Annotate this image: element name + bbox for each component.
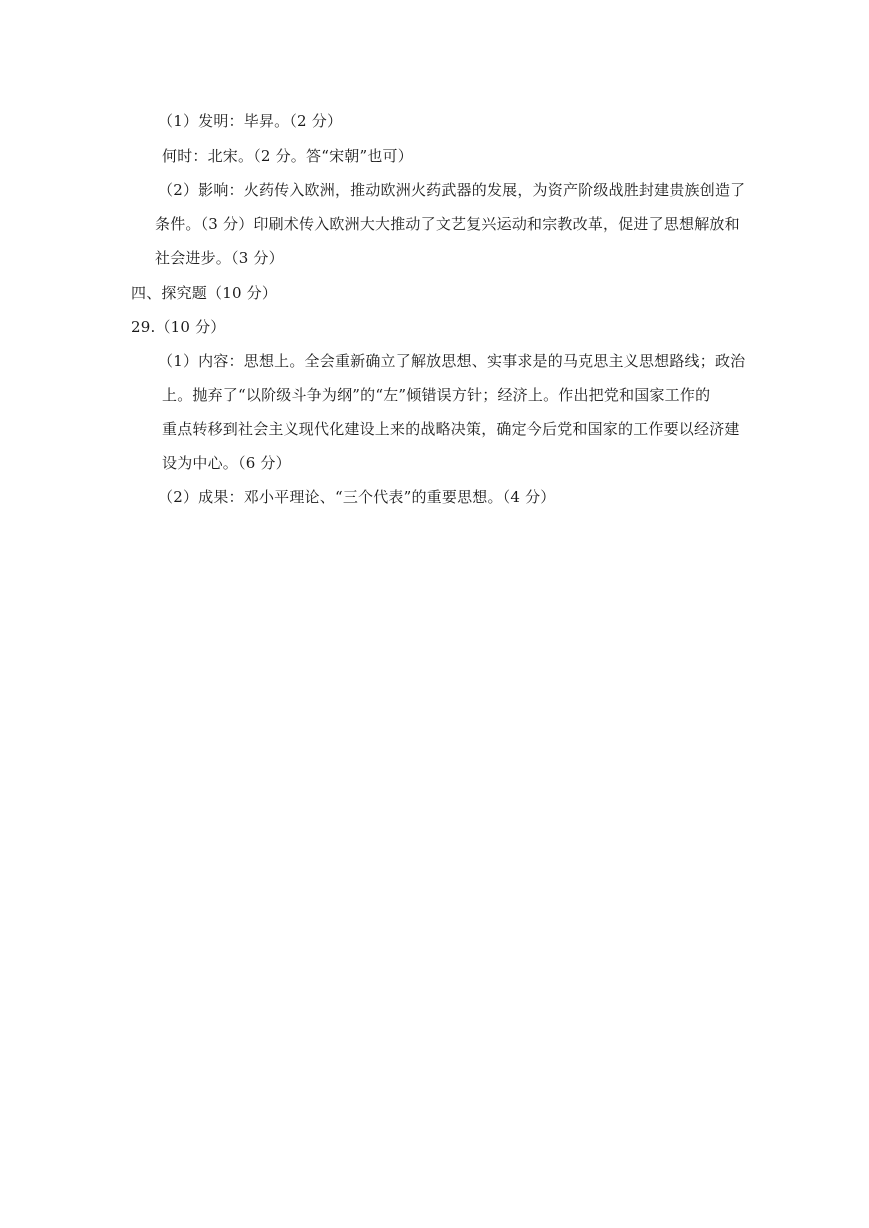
section-four-heading: 四、探究题（10 分）	[131, 284, 278, 302]
q29-part1-line1: （1）内容：思想上。全会重新确立了解放思想、实事求是的马克思主义思想路线；政治	[158, 352, 746, 370]
q28-part1-invention: （1）发明：毕昇。（2 分）	[158, 112, 343, 130]
q29-part1-line3: 重点转移到社会主义现代化建设上来的战略决策，确定今后党和国家的工作要以经济建	[162, 420, 740, 438]
q28-part2-line3: 社会进步。（3 分）	[155, 249, 284, 267]
q29-number: 29.（10 分）	[131, 318, 226, 336]
q29-part1-line2: 上。抛弃了“以阶级斗争为纲”的“左”倾错误方针；经济上。作出把党和国家工作的	[162, 386, 711, 404]
q28-part2-line1: （2）影响：火药传入欧洲，推动欧洲火药武器的发展，为资产阶级战胜封建贵族创造了	[158, 181, 746, 199]
q29-part2: （2）成果：邓小平理论、“三个代表”的重要思想。（4 分）	[158, 488, 556, 506]
q28-part2-line2: 条件。（3 分）印刷术传入欧洲大大推动了文艺复兴运动和宗教改革，促进了思想解放和	[155, 215, 740, 233]
q28-part1-when: 何时：北宋。（2 分。答“宋朝”也可）	[162, 147, 413, 165]
q29-part1-line4: 设为中心。（6 分）	[162, 454, 291, 472]
